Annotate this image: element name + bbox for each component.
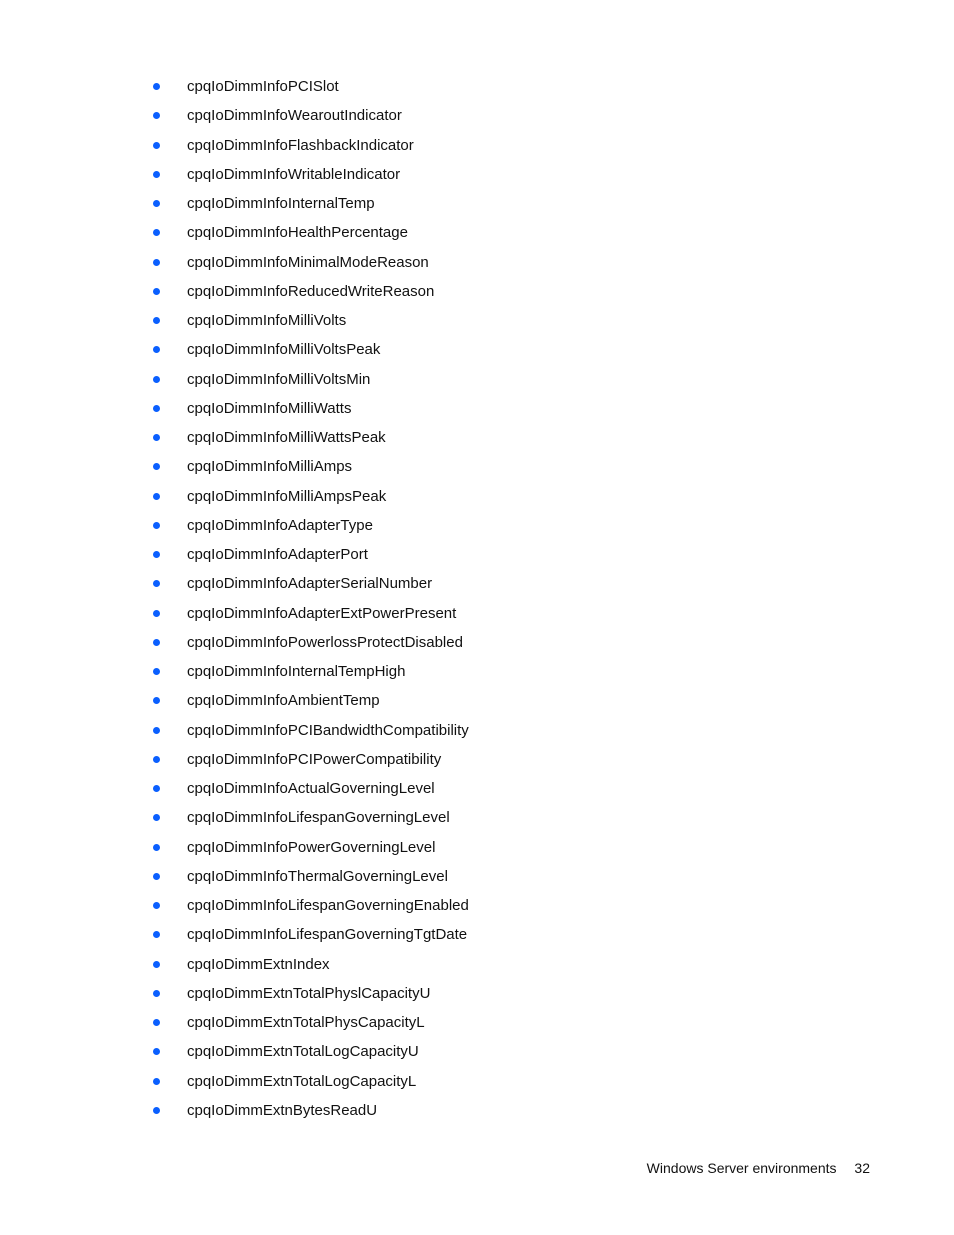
page-number: 32 — [854, 1160, 870, 1176]
bullet-icon — [153, 346, 160, 353]
list-item-text: cpqIoDimmInfoMilliAmps — [187, 458, 353, 476]
list-item-text: cpqIoDimmInfoInternalTemp — [187, 195, 375, 212]
list-item — [150, 954, 469, 983]
list-item — [150, 456, 469, 485]
bullet-icon — [153, 434, 160, 441]
list-item — [150, 369, 469, 398]
list-item — [150, 486, 469, 515]
bullet-icon — [153, 1019, 160, 1026]
page-footer — [647, 1158, 870, 1178]
bullet-icon — [153, 756, 160, 763]
list-item-text: cpqIoDimmInfoAdapterExtPowerPresent — [187, 604, 457, 622]
list-item — [150, 661, 469, 690]
list-item-text: cpqIoDimmInfoAmbientTemp — [187, 692, 380, 710]
list-item — [150, 895, 469, 924]
bullet-icon — [153, 580, 160, 587]
bullet-icon — [153, 814, 160, 821]
list-item-text: cpqIoDimmInfoMilliVoltsMin — [187, 370, 371, 388]
bullet-icon — [153, 317, 160, 324]
list-item-text: cpqIoDimmInfoHealthPercentage — [187, 224, 408, 242]
bullet-icon — [153, 259, 160, 266]
bullet-icon — [153, 1048, 160, 1055]
list-item-text: cpqIoDimmInfoMinimalModeReason — [187, 253, 429, 271]
list-item-text: cpqIoDimmInfoAdapterType — [187, 516, 373, 534]
bullet-icon — [153, 961, 160, 968]
list-item-text: cpqIoDimmInfoPowerGoverningLevel — [187, 838, 436, 856]
bullet-icon — [153, 83, 160, 90]
list-item-text: cpqIoDimmInfoAdapterPort — [187, 546, 368, 563]
list-item — [150, 632, 469, 661]
list-item-text: cpqIoDimmExtnTotalLogCapacityL — [187, 1072, 417, 1090]
list-item — [150, 164, 469, 193]
bullet-icon — [153, 463, 160, 470]
list-item-text: cpqIoDimmInfoLifespanGoverningLevel — [187, 809, 450, 827]
list-item-text: cpqIoDimmInfoLifespanGoverningTgtDate — [187, 926, 468, 944]
list-item-text: cpqIoDimmExtnTotalPhysCapacityL — [187, 1014, 425, 1031]
list-item-text: cpqIoDimmInfoPCIBandwidthCompatibility — [187, 721, 469, 739]
list-item — [150, 1100, 469, 1129]
list-item — [150, 544, 469, 573]
list-item — [150, 837, 469, 866]
list-item — [150, 427, 469, 456]
list-item — [150, 720, 469, 749]
list-item — [150, 749, 469, 778]
list-item — [150, 135, 469, 164]
list-item-text: cpqIoDimmInfoMilliVoltsPeak — [187, 341, 381, 359]
list-item — [150, 193, 469, 222]
list-item-text: cpqIoDimmInfoLifespanGoverningEnabled — [187, 897, 469, 914]
list-item — [150, 983, 469, 1012]
bullet-icon — [153, 785, 160, 792]
bullet-icon — [153, 1107, 160, 1114]
list-item — [150, 573, 469, 602]
bullet-icon — [153, 668, 160, 675]
list-item-text: cpqIoDimmExtnBytesReadU — [187, 1101, 378, 1119]
list-item-text: cpqIoDimmExtnIndex — [187, 955, 330, 973]
list-item — [150, 778, 469, 807]
bullet-icon — [153, 112, 160, 119]
list-item-text: cpqIoDimmInfoPowerlossProtectDisabled — [187, 633, 463, 651]
list-item — [150, 1041, 469, 1070]
list-item-text: cpqIoDimmInfoActualGoverningLevel — [187, 780, 435, 797]
bullet-icon — [153, 873, 160, 880]
list-item — [150, 866, 469, 895]
list-item — [150, 603, 469, 632]
list-item-text: cpqIoDimmInfoPCIPowerCompatibility — [187, 750, 442, 768]
bullet-icon — [153, 229, 160, 236]
list-item-text: cpqIoDimmInfoPCISlot — [187, 78, 339, 95]
footer-section-title: Windows Server environments — [646, 1160, 837, 1176]
list-item — [150, 310, 469, 339]
list-item — [150, 281, 469, 310]
list-item — [150, 515, 469, 544]
list-item-text: cpqIoDimmInfoMilliWatts — [187, 399, 352, 417]
list-item — [150, 76, 469, 105]
list-item — [150, 1071, 469, 1100]
bullet-icon — [153, 727, 160, 734]
bullet-icon — [153, 288, 160, 295]
list-item-text: cpqIoDimmInfoWearoutIndicator — [187, 107, 402, 125]
list-item — [150, 398, 469, 427]
bullet-icon — [153, 610, 160, 617]
list-item-text: cpqIoDimmInfoInternalTempHigh — [187, 663, 406, 680]
bullet-icon — [153, 376, 160, 383]
bullet-icon — [153, 522, 160, 529]
bullet-icon — [153, 931, 160, 938]
list-item — [150, 807, 469, 836]
list-item-text: cpqIoDimmExtnTotalPhyslCapacityU — [187, 984, 431, 1002]
bullet-icon — [153, 902, 160, 909]
bullet-icon — [153, 493, 160, 500]
bullet-icon — [153, 405, 160, 412]
bullet-icon — [153, 200, 160, 207]
list-item-text: cpqIoDimmExtnTotalLogCapacityU — [187, 1043, 419, 1061]
list-item-text: cpqIoDimmInfoMilliWattsPeak — [187, 429, 386, 446]
bullet-icon — [153, 844, 160, 851]
list-item — [150, 924, 469, 953]
list-item-text: cpqIoDimmInfoMilliAmpsPeak — [187, 487, 387, 505]
list-item — [150, 1012, 469, 1041]
list-item — [150, 339, 469, 368]
list-item — [150, 690, 469, 719]
list-item-text: cpqIoDimmInfoMilliVolts — [187, 312, 347, 329]
bullet-icon — [153, 142, 160, 149]
list-item — [150, 222, 469, 251]
list-item — [150, 252, 469, 281]
bullet-icon — [153, 697, 160, 704]
list-item-text: cpqIoDimmInfoFlashbackIndicator — [187, 136, 414, 154]
bullet-icon — [153, 551, 160, 558]
list-item-text: cpqIoDimmInfoThermalGoverningLevel — [187, 867, 448, 885]
bullet-icon — [153, 1078, 160, 1085]
list-item — [150, 105, 469, 134]
list-item-text: cpqIoDimmInfoAdapterSerialNumber — [187, 575, 433, 593]
bullet-list — [150, 76, 469, 1129]
bullet-icon — [153, 990, 160, 997]
list-item-text: cpqIoDimmInfoReducedWriteReason — [187, 282, 435, 300]
list-item-text: cpqIoDimmInfoWritableIndicator — [187, 165, 401, 183]
bullet-icon — [153, 171, 160, 178]
bullet-icon — [153, 639, 160, 646]
